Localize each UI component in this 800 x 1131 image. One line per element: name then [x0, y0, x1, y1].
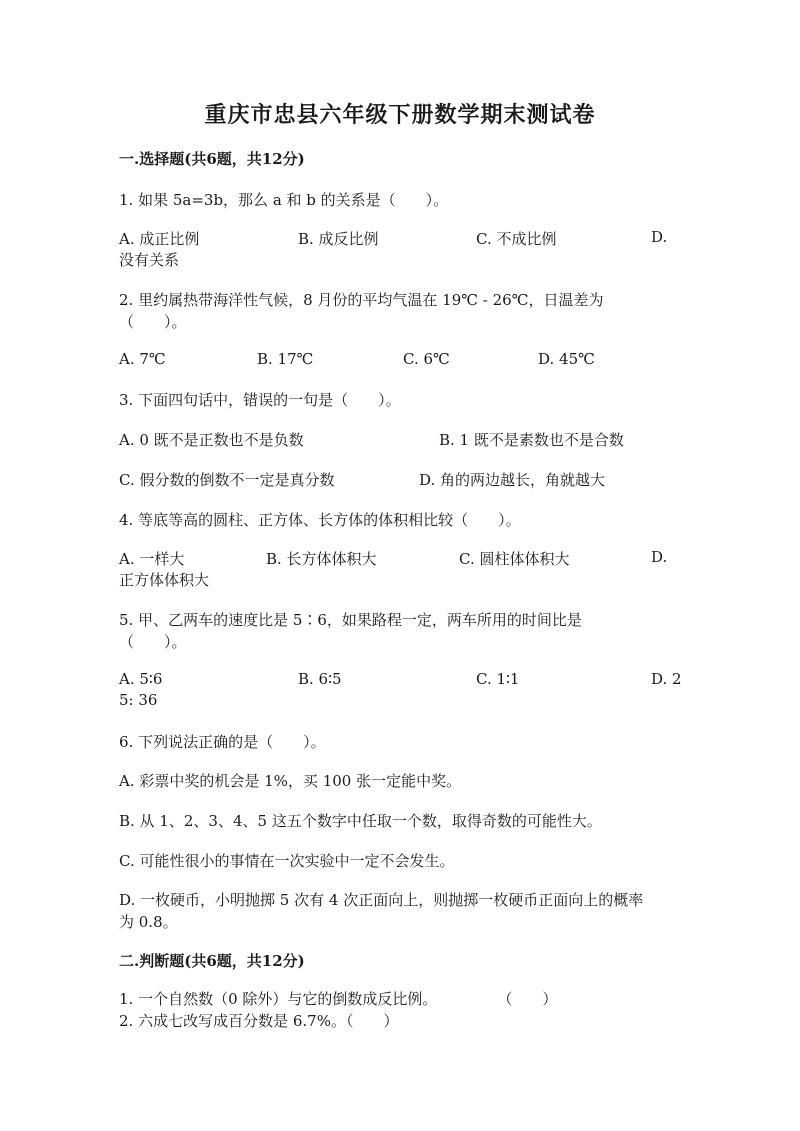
judgment-2: 2. 六成七改写成百分数是 6.7%。（ ） — [119, 1012, 399, 1030]
q5-option-b[interactable]: B. 6∶5 — [298, 670, 342, 688]
question-5-options — [119, 670, 682, 692]
question-2-stem-line1: 2. 里约属热带海洋性气候，8 月份的平均气温在 19℃ - 26℃，日温差为 — [119, 291, 604, 309]
question-1-stem: 1. 如果 5a=3b，那么 a 和 b 的关系是（ ）。 — [119, 191, 449, 209]
question-2-options — [119, 350, 667, 372]
q6-option-c[interactable]: C. 可能性很小的事情在一次实验中一定不会发生。 — [119, 852, 455, 870]
q1-option-d[interactable]: D. — [651, 228, 668, 246]
question-3-options-row1 — [119, 429, 667, 451]
q3-option-a[interactable]: A. 0 既不是正数也不是负数 — [119, 431, 304, 449]
question-5-stem-line1: 5. 甲、乙两车的速度比是 5∶6，如果路程一定，两车所用的时间比是 — [119, 611, 582, 629]
q1-option-b[interactable]: B. 成反比例 — [298, 230, 379, 248]
q5-option-d[interactable]: D. 2 — [651, 670, 682, 688]
q1-option-c[interactable]: C. 不成比例 — [476, 230, 557, 248]
q4-option-d-wrap: 正方体体积大 — [119, 571, 210, 589]
q2-option-d[interactable]: D. 45℃ — [538, 350, 595, 368]
question-5-stem-line2: （ ）。 — [119, 633, 187, 651]
page-title: 重庆市忠县六年级下册数学期末测试卷 — [204, 102, 596, 128]
q3-option-b[interactable]: B. 1 既不是素数也不是合数 — [439, 431, 624, 449]
question-3-stem: 3. 下面四句话中，错误的一句是（ ）。 — [119, 391, 401, 409]
q1-option-a[interactable]: A. 成正比例 — [119, 230, 200, 248]
q6-option-a[interactable]: A. 彩票中奖的机会是 1%，买 100 张一定能中奖。 — [119, 772, 462, 790]
q4-option-c[interactable]: C. 圆柱体体积大 — [459, 550, 570, 568]
q3-option-d[interactable]: D. 角的两边越长，角就越大 — [419, 471, 606, 489]
q6-option-d-line1[interactable]: D. 一枚硬币，小明抛掷 5 次有 4 次正面向上，则抛掷一枚硬币正面向上的概率 — [119, 891, 644, 909]
q2-option-b[interactable]: B. 17℃ — [257, 350, 314, 368]
q5-option-d-wrap: 5: 36 — [119, 691, 158, 709]
q5-option-c[interactable]: C. 1∶1 — [476, 670, 520, 688]
q2-option-a[interactable]: A. 7℃ — [119, 350, 166, 368]
q4-option-d[interactable]: D. — [651, 548, 668, 566]
q1-option-d-wrap: 没有关系 — [119, 251, 180, 269]
q5-option-a[interactable]: A. 5∶6 — [119, 670, 163, 688]
question-1-options — [119, 228, 667, 250]
q4-option-a[interactable]: A. 一样大 — [119, 550, 185, 568]
q6-option-d-line2[interactable]: 为 0.8。 — [119, 913, 178, 931]
q6-option-b[interactable]: B. 从 1、2、3、4、5 这五个数字中任取一个数，取得奇数的可能性大。 — [119, 812, 602, 830]
question-6-stem: 6. 下列说法正确的是（ ）。 — [119, 733, 326, 751]
question-2-stem-line2: （ ）。 — [119, 313, 187, 331]
question-4-stem: 4. 等底等高的圆柱、正方体、长方体的体积相比较（ ）。 — [119, 511, 521, 529]
q2-option-c[interactable]: C. 6℃ — [403, 350, 450, 368]
q4-option-b[interactable]: B. 长方体体积大 — [266, 550, 377, 568]
question-4-options — [119, 548, 667, 570]
question-3-options-row2 — [119, 469, 667, 491]
q3-option-c[interactable]: C. 假分数的倒数不一定是真分数 — [119, 471, 335, 489]
section-heading-judgment: 二.判断题(共6题，共12分) — [119, 952, 305, 970]
section-heading-choice: 一.选择题(共6题，共12分) — [119, 150, 305, 168]
judgment-1: 1. 一个自然数（0 除外）与它的倒数成反比例。 （ ） — [119, 990, 558, 1008]
